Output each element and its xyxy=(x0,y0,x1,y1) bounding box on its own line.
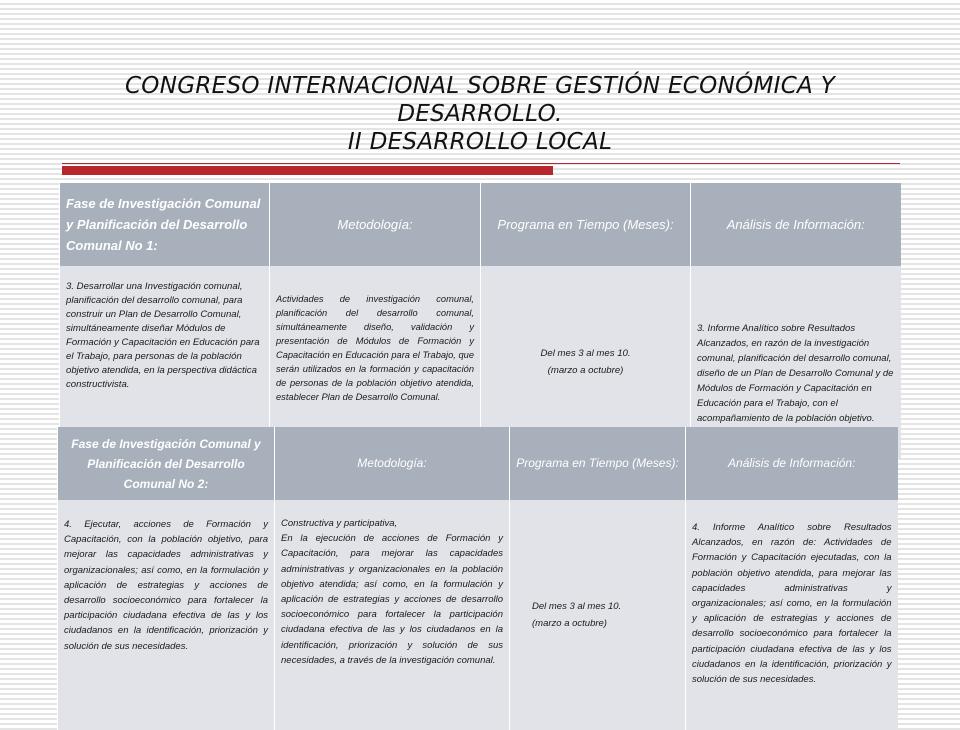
title-line-3: II DESARROLLO LOCAL xyxy=(347,129,613,155)
phase-2-schedule-range: (marzo a octubre) xyxy=(532,618,607,629)
phase-2-methodology-detail: En la ejecución de acciones de Formación y Capacitación, para mejorar las capacidades administrativas y organizacionales en la población objetivo atendida; así como, en la formulación y aplicación de estrategias y acciones de desarrollo socioeconómico para fortalecer la participación ciudadana efectiva de las y los ciudadanos en la identificación, priorización y solución de sus necesidades, a través de la investigación comunal. xyxy=(281,533,503,666)
title-divider-bar xyxy=(62,166,553,175)
phase-1-header-row xyxy=(60,183,901,266)
phase-2-table xyxy=(57,427,898,730)
phase-2-methodology-cell xyxy=(275,500,510,730)
phase-1-methodology-cell: Actividades de investigación comunal, planificación del desarrollo comunal, simultáneamente diseño, validación y presentación de Módulos de Formación y Capacitación en Educación para el Trabajo, que serán utilizados en la formación y capacitación de personas de la población objetivo atendida, establecer Plan de Desarrollo Comunal. xyxy=(270,266,481,458)
phase-1-table xyxy=(59,183,901,458)
phase-2-content-row xyxy=(58,500,898,730)
title-divider-line xyxy=(62,163,900,164)
phase-2-phase-cell: 4. Ejecutar, acciones de Formación y Capacitación, con la población objetivo, para mejorar las capacidades administrativas y organizacionales; así como, en la formulación y aplicación de estrategias y acciones de desarrollo socioeconómico para fortalecer la participación ciudadana efectiva de las y los ciudadanos en la identificación, priorización y solución de sus necesidades. xyxy=(58,500,275,730)
phase-1-header-analysis: Análisis de Información: xyxy=(691,183,901,266)
phase-2-schedule-cell xyxy=(510,500,686,730)
phase-2-header-schedule: Programa en Tiempo (Meses): xyxy=(510,427,686,500)
phase-2-header-phase: Fase de Investigación Comunal y Planificación del Desarrollo Comunal No 2: xyxy=(58,427,275,500)
phase-2-header-analysis: Análisis de Información: xyxy=(686,427,898,500)
phase-2-header-row xyxy=(58,427,898,500)
title-line-1: CONGRESO INTERNACIONAL SOBRE GESTIÓN ECONÓMICA Y xyxy=(124,73,836,99)
title-line-2: DESARROLLO. xyxy=(397,101,563,127)
slide-title xyxy=(40,72,920,156)
phase-1-header-schedule: Programa en Tiempo (Meses): xyxy=(481,183,691,266)
phase-2-methodology-summary: Constructiva y participativa, xyxy=(281,518,398,529)
phase-2-schedule-months: Del mes 3 al mes 10. xyxy=(532,601,622,612)
phase-2-analysis-cell: 4. Informe Analítico sobre Resultados Alcanzados, en razón de: Actividades de Formación y Capacitación ejecutadas, con la población objetivo atendida, para mejorar las capacidades administrativas y organizacionales; así como, en la formulación y aplicación de estrategias y acciones de desarrollo socioeconómico para fortalecer la participación ciudadana efectiva de las y los ciudadanos en la identificación, priorización y solución de sus necesidades. xyxy=(686,500,898,730)
phase-1-schedule-range: (marzo a octubre) xyxy=(547,365,624,376)
phase-1-header-methodology: Metodología: xyxy=(270,183,481,266)
phase-1-phase-cell: 3. Desarrollar una Investigación comunal, planificación del desarrollo comunal, para construir un Plan de Desarrollo Comunal, simultáneamente diseñar Módulos de Formación y Capacitación en Educación para el Trabajo, para personas de la población objetivo atendida, en la perspectiva didáctica constructivista. xyxy=(60,266,270,458)
phase-1-schedule-months: Del mes 3 al mes 10. xyxy=(540,348,631,359)
phase-1-header-phase: Fase de Investigación Comunal y Planificación del Desarrollo Comunal No 1: xyxy=(60,183,270,266)
phase-2-header-methodology: Metodología: xyxy=(275,427,510,500)
phase-1-analysis-cell: 3. Informe Analítico sobre Resultados Alcanzados, en razón de la investigación comunal, planificación del desarrollo comunal, diseño de un Plan de Desarrollo Comunal y de Módulos de Formación y Capacitación en Educación para el Trabajo, con el acompañamiento de la población objetivo. xyxy=(691,266,901,458)
